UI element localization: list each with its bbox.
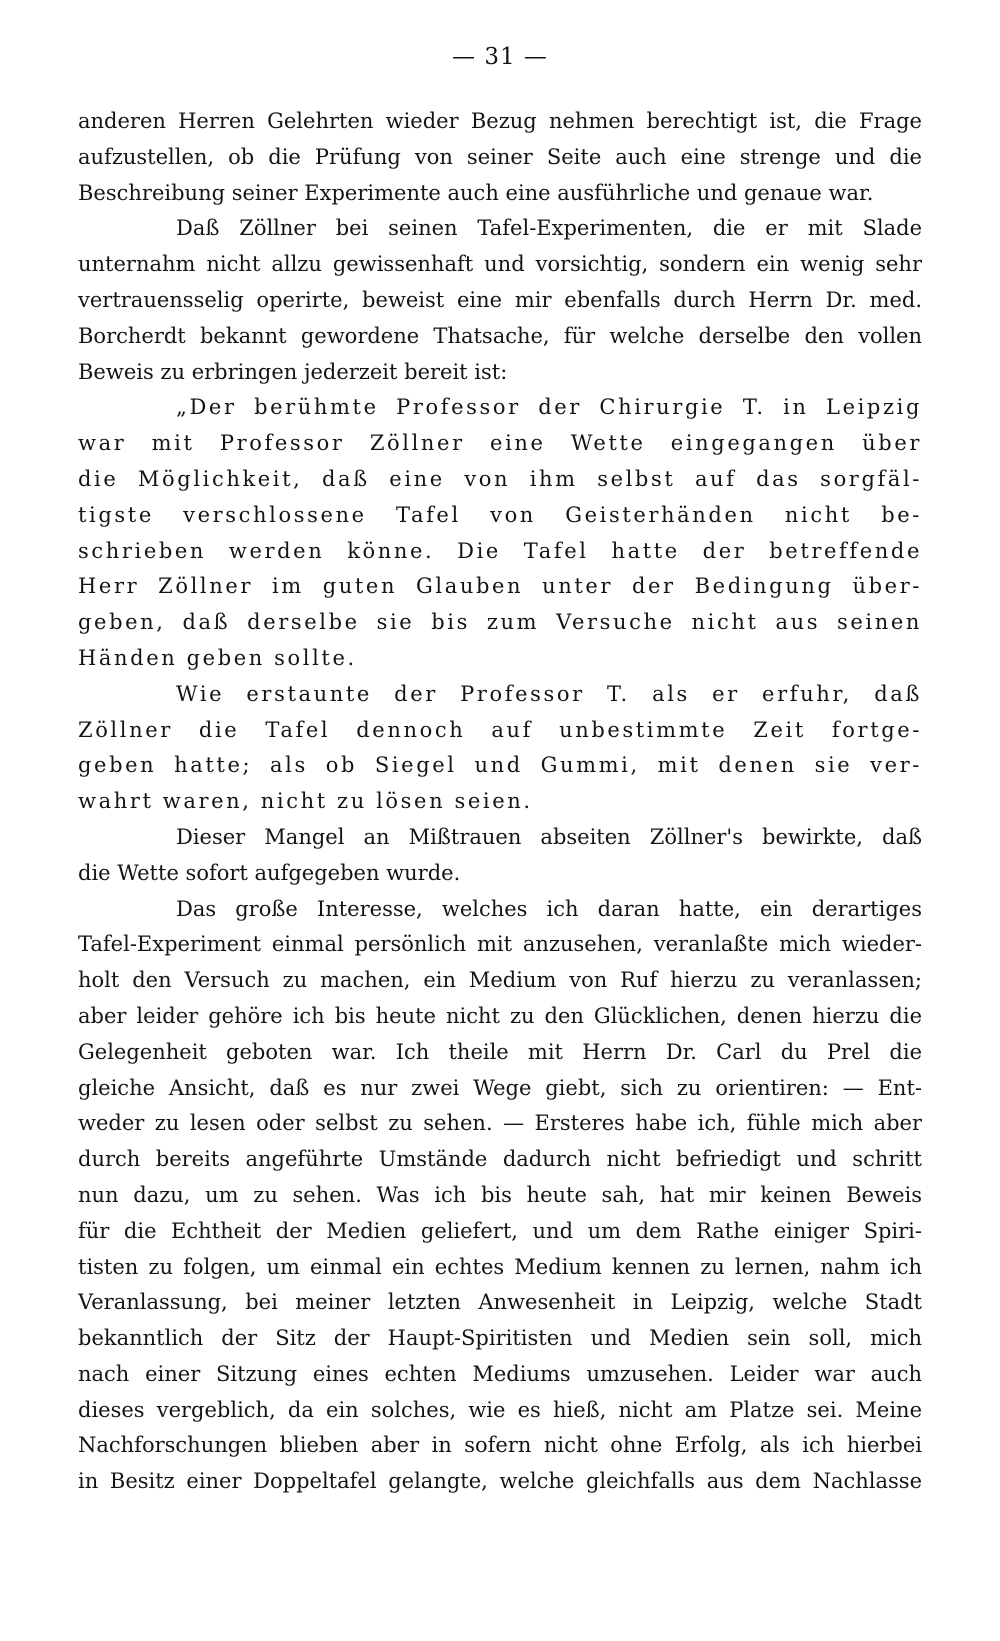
text-line: aber leider gehöre ich bis heute nicht zu den Glücklichen, denen hierzu die: [78, 1003, 922, 1028]
quote-line: tigste verschlossene Tafel von Geisterhänden nicht be-: [78, 502, 922, 527]
text-line: anderen Herren Gelehrten wieder Bezug nehmen berechtigt ist, die Frage: [78, 109, 922, 133]
text-line: Tafel-Experiment einmal persönlich mit anzusehen, veranlaßte mich wieder-: [78, 932, 922, 957]
text-line: Borcherdt bekannt gewordene Thatsache, für welche derselbe den vollen: [78, 323, 922, 348]
quote-line: wahrt waren, nicht zu lösen seien.: [78, 789, 533, 814]
text-line: Nachforschungen blieben aber in sofern nicht ohne Erfolg, als ich hierbei: [78, 1433, 922, 1458]
text-line: nach einer Sitzung eines echten Mediums umzusehen. Leider war auch: [78, 1361, 922, 1386]
quote-line: geben, daß derselbe sie bis zum Versuche nicht aus seinen: [78, 610, 922, 635]
text-line: die Wette sofort aufgegeben wurde.: [78, 860, 461, 885]
text-line: für die Echtheit der Medien geliefert, und um dem Rathe einiger Spiri-: [78, 1218, 922, 1243]
quote-line: Händen geben sollte.: [78, 645, 357, 670]
text-line: dieses vergeblich, da ein solches, wie es hieß, nicht am Platze sei. Meine: [78, 1397, 922, 1422]
text-line: bekanntlich der Sitz der Haupt-Spiritisten und Medien sein soll, mich: [78, 1326, 922, 1351]
text-line: holt den Versuch zu machen, ein Medium von Ruf hierzu zu veranlassen;: [78, 968, 922, 993]
text-line: Gelegenheit geboten war. Ich theile mit Herrn Dr. Carl du Prel die: [78, 1039, 922, 1064]
quote-line: schrieben werden könne. Die Tafel hatte der betreffende: [78, 538, 922, 563]
text-line: tisten zu folgen, um einmal ein echtes Medium kennen zu lernen, nahm ich: [78, 1254, 922, 1279]
text-line: aufzustellen, ob die Prüfung von seiner Seite auch eine strenge und die: [78, 144, 922, 169]
text-line: weder zu lesen oder selbst zu sehen. — Ersteres habe ich, fühle mich aber: [78, 1111, 922, 1136]
page-number-header: — 31 —: [452, 44, 548, 70]
quote-line: war mit Professor Zöllner eine Wette eingegangen über: [78, 431, 922, 456]
quote-line: die Möglichkeit, daß eine von ihm selbst auf das sorgfäl-: [78, 466, 922, 491]
text-line: Daß Zöllner bei seinen Tafel-Experimenten, die er mit Slade: [176, 216, 922, 241]
quote-line: Wie erstaunte der Professor T. als er erfuhr, daß: [176, 681, 922, 706]
text-line: Veranlassung, bei meiner letzten Anwesenheit in Leipzig, welche Stadt: [78, 1290, 922, 1315]
text-line: durch bereits angeführte Umstände dadurch nicht befriedigt und schritt: [78, 1147, 922, 1172]
text-line: nun dazu, um zu sehen. Was ich bis heute sah, hat mir keinen Beweis: [78, 1182, 922, 1207]
quote-line: „Der berühmte Professor der Chirurgie T. in Leipzig: [176, 395, 922, 420]
text-line: vertrauensselig operirte, beweist eine mir ebenfalls durch Herrn Dr. med.: [78, 287, 922, 312]
text-line: Das große Interesse, welches ich daran hatte, ein derartiges: [176, 896, 922, 921]
quote-line: Zöllner die Tafel dennoch auf unbestimmte Zeit fortge-: [78, 717, 922, 742]
quote-line: Herr Zöllner im guten Glauben unter der Bedingung über-: [78, 574, 922, 599]
text-line: gleiche Ansicht, daß es nur zwei Wege giebt, sich zu orientiren: — Ent-: [78, 1075, 922, 1100]
text-line: Dieser Mangel an Mißtrauen abseiten Zöllner's bewirkte, daß: [176, 824, 922, 849]
quote-line: geben hatte; als ob Siegel und Gummi, mit denen sie ver-: [78, 753, 922, 778]
text-line: unternahm nicht allzu gewissenhaft und vorsichtig, sondern ein wenig sehr: [78, 252, 922, 277]
text-line: Beweis zu erbringen jederzeit bereit ist:: [78, 359, 508, 384]
text-line: in Besitz einer Doppeltafel gelangte, welche gleichfalls aus dem Nachlasse: [78, 1469, 922, 1494]
text-line: Beschreibung seiner Experimente auch eine ausführliche und genaue war.: [78, 180, 874, 205]
page-body-text: [78, 104, 922, 1500]
